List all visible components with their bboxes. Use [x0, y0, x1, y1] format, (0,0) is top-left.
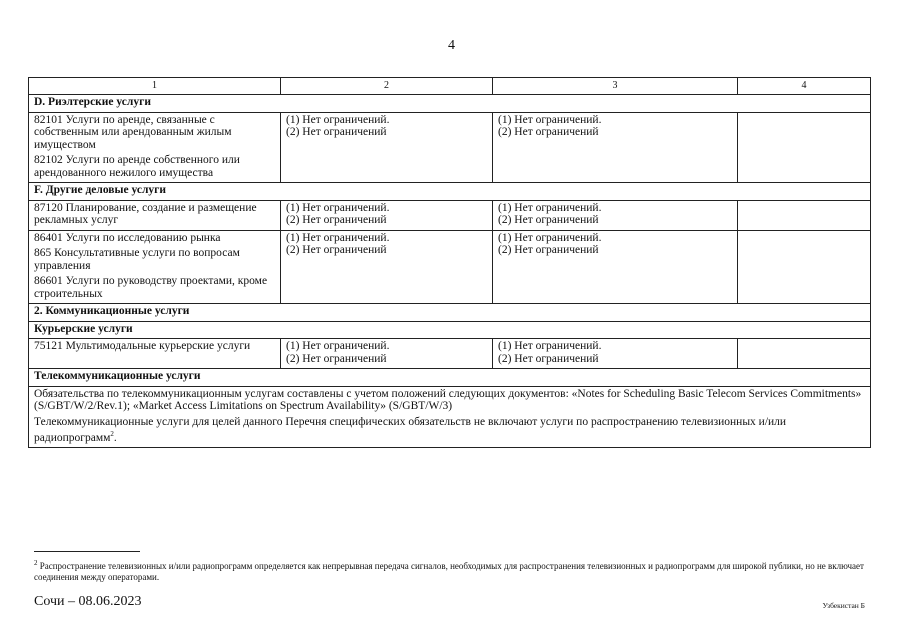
section-heading-business: F. Другие деловые услуги — [29, 183, 871, 201]
mode-1-limitation: (1) Нет ограничений. — [286, 201, 390, 214]
schedule-table — [28, 77, 871, 448]
table-row — [29, 112, 871, 183]
footnote-marker: 2 — [34, 559, 38, 567]
mode-2-limitation: (2) Нет ограничений — [498, 244, 599, 256]
section-heading-row — [29, 183, 871, 201]
sector-entry: 87120 Планирование, создание и размещение рекламных услуг — [34, 201, 257, 226]
sector-entry: 86601 Услуги по руководству проектами, кроме строительных — [34, 275, 268, 300]
section-heading-realty: D. Риэлтерские услуги — [29, 95, 871, 113]
telecom-note-scope-text: Телекоммуникационные услуги для целей данного Перечня специфических обязательств не включают услуги по распространению телевизионных и/или радиопрограмм — [34, 415, 787, 444]
market-access-cell — [281, 339, 493, 369]
sector-cell — [29, 200, 281, 230]
table-header-row — [29, 78, 871, 95]
column-header-1: 1 — [29, 78, 281, 95]
sector-entry: 86401 Услуги по исследованию рынка — [34, 231, 221, 244]
mode-1-limitation: (1) Нет ограничений. — [498, 231, 602, 244]
market-access-cell — [281, 112, 493, 183]
mode-2-limitation: (2) Нет ограничений — [498, 352, 599, 365]
footnote-text: Распространение телевизионных и/или радиопрограмм определяется как непрерывная передача сигналов, необходимых для распространения телевизионных и радиопрограмм для широкой публики, но не включает соединения между операторами. — [34, 561, 864, 582]
sector-entry: 865 Консультативные услуги по вопросам управления — [34, 247, 240, 272]
section-heading-row — [29, 304, 871, 322]
subsection-heading-row — [29, 321, 871, 339]
additional-commitments-cell — [738, 230, 871, 304]
additional-commitments-cell — [738, 112, 871, 183]
footnote-reference: 2 — [110, 430, 114, 438]
sector-entry: 82101 Услуги по аренде, связанные с собственным или арендованным жилым имуществом — [34, 113, 232, 151]
section-heading-communication: 2. Коммуникационные услуги — [29, 304, 871, 322]
telecom-note-scope-end: . — [113, 431, 117, 444]
additional-commitments-cell — [738, 339, 871, 369]
market-access-cell — [281, 230, 493, 304]
sector-cell — [29, 230, 281, 304]
section-heading-row — [29, 369, 871, 387]
sector-cell — [29, 112, 281, 183]
mode-1-limitation: (1) Нет ограничений. — [286, 113, 390, 126]
mode-1-limitation: (1) Нет ограничений. — [286, 340, 390, 352]
page-number: 4 — [448, 38, 455, 53]
national-treatment-cell — [493, 230, 738, 304]
footer-country-code: Узбекистан Б — [822, 601, 865, 610]
section-heading-row — [29, 95, 871, 113]
mode-1-limitation: (1) Нет ограничений. — [498, 340, 602, 352]
mode-2-limitation: (2) Нет ограничений — [286, 352, 387, 365]
national-treatment-cell — [493, 200, 738, 230]
mode-2-limitation: (2) Нет ограничений — [286, 244, 387, 256]
telecom-note-row — [29, 386, 871, 448]
subsection-heading-courier: Курьерские услуги — [29, 321, 871, 339]
mode-1-limitation: (1) Нет ограничений. — [498, 113, 602, 126]
mode-1-limitation: (1) Нет ограничений. — [498, 201, 602, 214]
sector-entry: 82102 Услуги по аренде собственного или арендованного нежилого имущества — [34, 154, 240, 179]
sector-entry: 75121 Мультимодальные курьерские услуги — [34, 340, 251, 352]
mode-2-limitation: (2) Нет ограничений — [286, 214, 387, 226]
mode-1-limitation: (1) Нет ограничений. — [286, 231, 390, 244]
national-treatment-cell — [493, 112, 738, 183]
table-row — [29, 200, 871, 230]
market-access-cell — [281, 200, 493, 230]
table-row — [29, 339, 871, 369]
section-heading-telecom: Телекоммуникационные услуги — [29, 369, 871, 387]
sector-cell — [29, 339, 281, 369]
telecom-note-documents: Обязательства по телекоммуникационным услугам составлены с учетом положений следующих документов: «Notes for Scheduling Basic Telecom Services Commitments» (S/GBT/W/2/Rev.1); «Market Access Limitations on Spectrum Availability» (S/GBT/W/3) — [34, 387, 862, 412]
column-header-2: 2 — [281, 78, 493, 95]
mode-2-limitation: (2) Нет ограничений — [498, 126, 599, 138]
table-row — [29, 230, 871, 304]
footnote-separator — [34, 551, 140, 552]
additional-commitments-cell — [738, 200, 871, 230]
column-header-3: 3 — [493, 78, 738, 95]
telecom-note-scope — [34, 416, 866, 445]
mode-2-limitation: (2) Нет ограничений — [498, 214, 599, 226]
column-header-4: 4 — [738, 78, 871, 95]
footnote — [34, 558, 864, 583]
telecom-note-cell — [29, 386, 871, 448]
footer-date: Сочи – 08.06.2023 — [34, 594, 142, 609]
national-treatment-cell — [493, 339, 738, 369]
mode-2-limitation: (2) Нет ограничений — [286, 126, 387, 138]
